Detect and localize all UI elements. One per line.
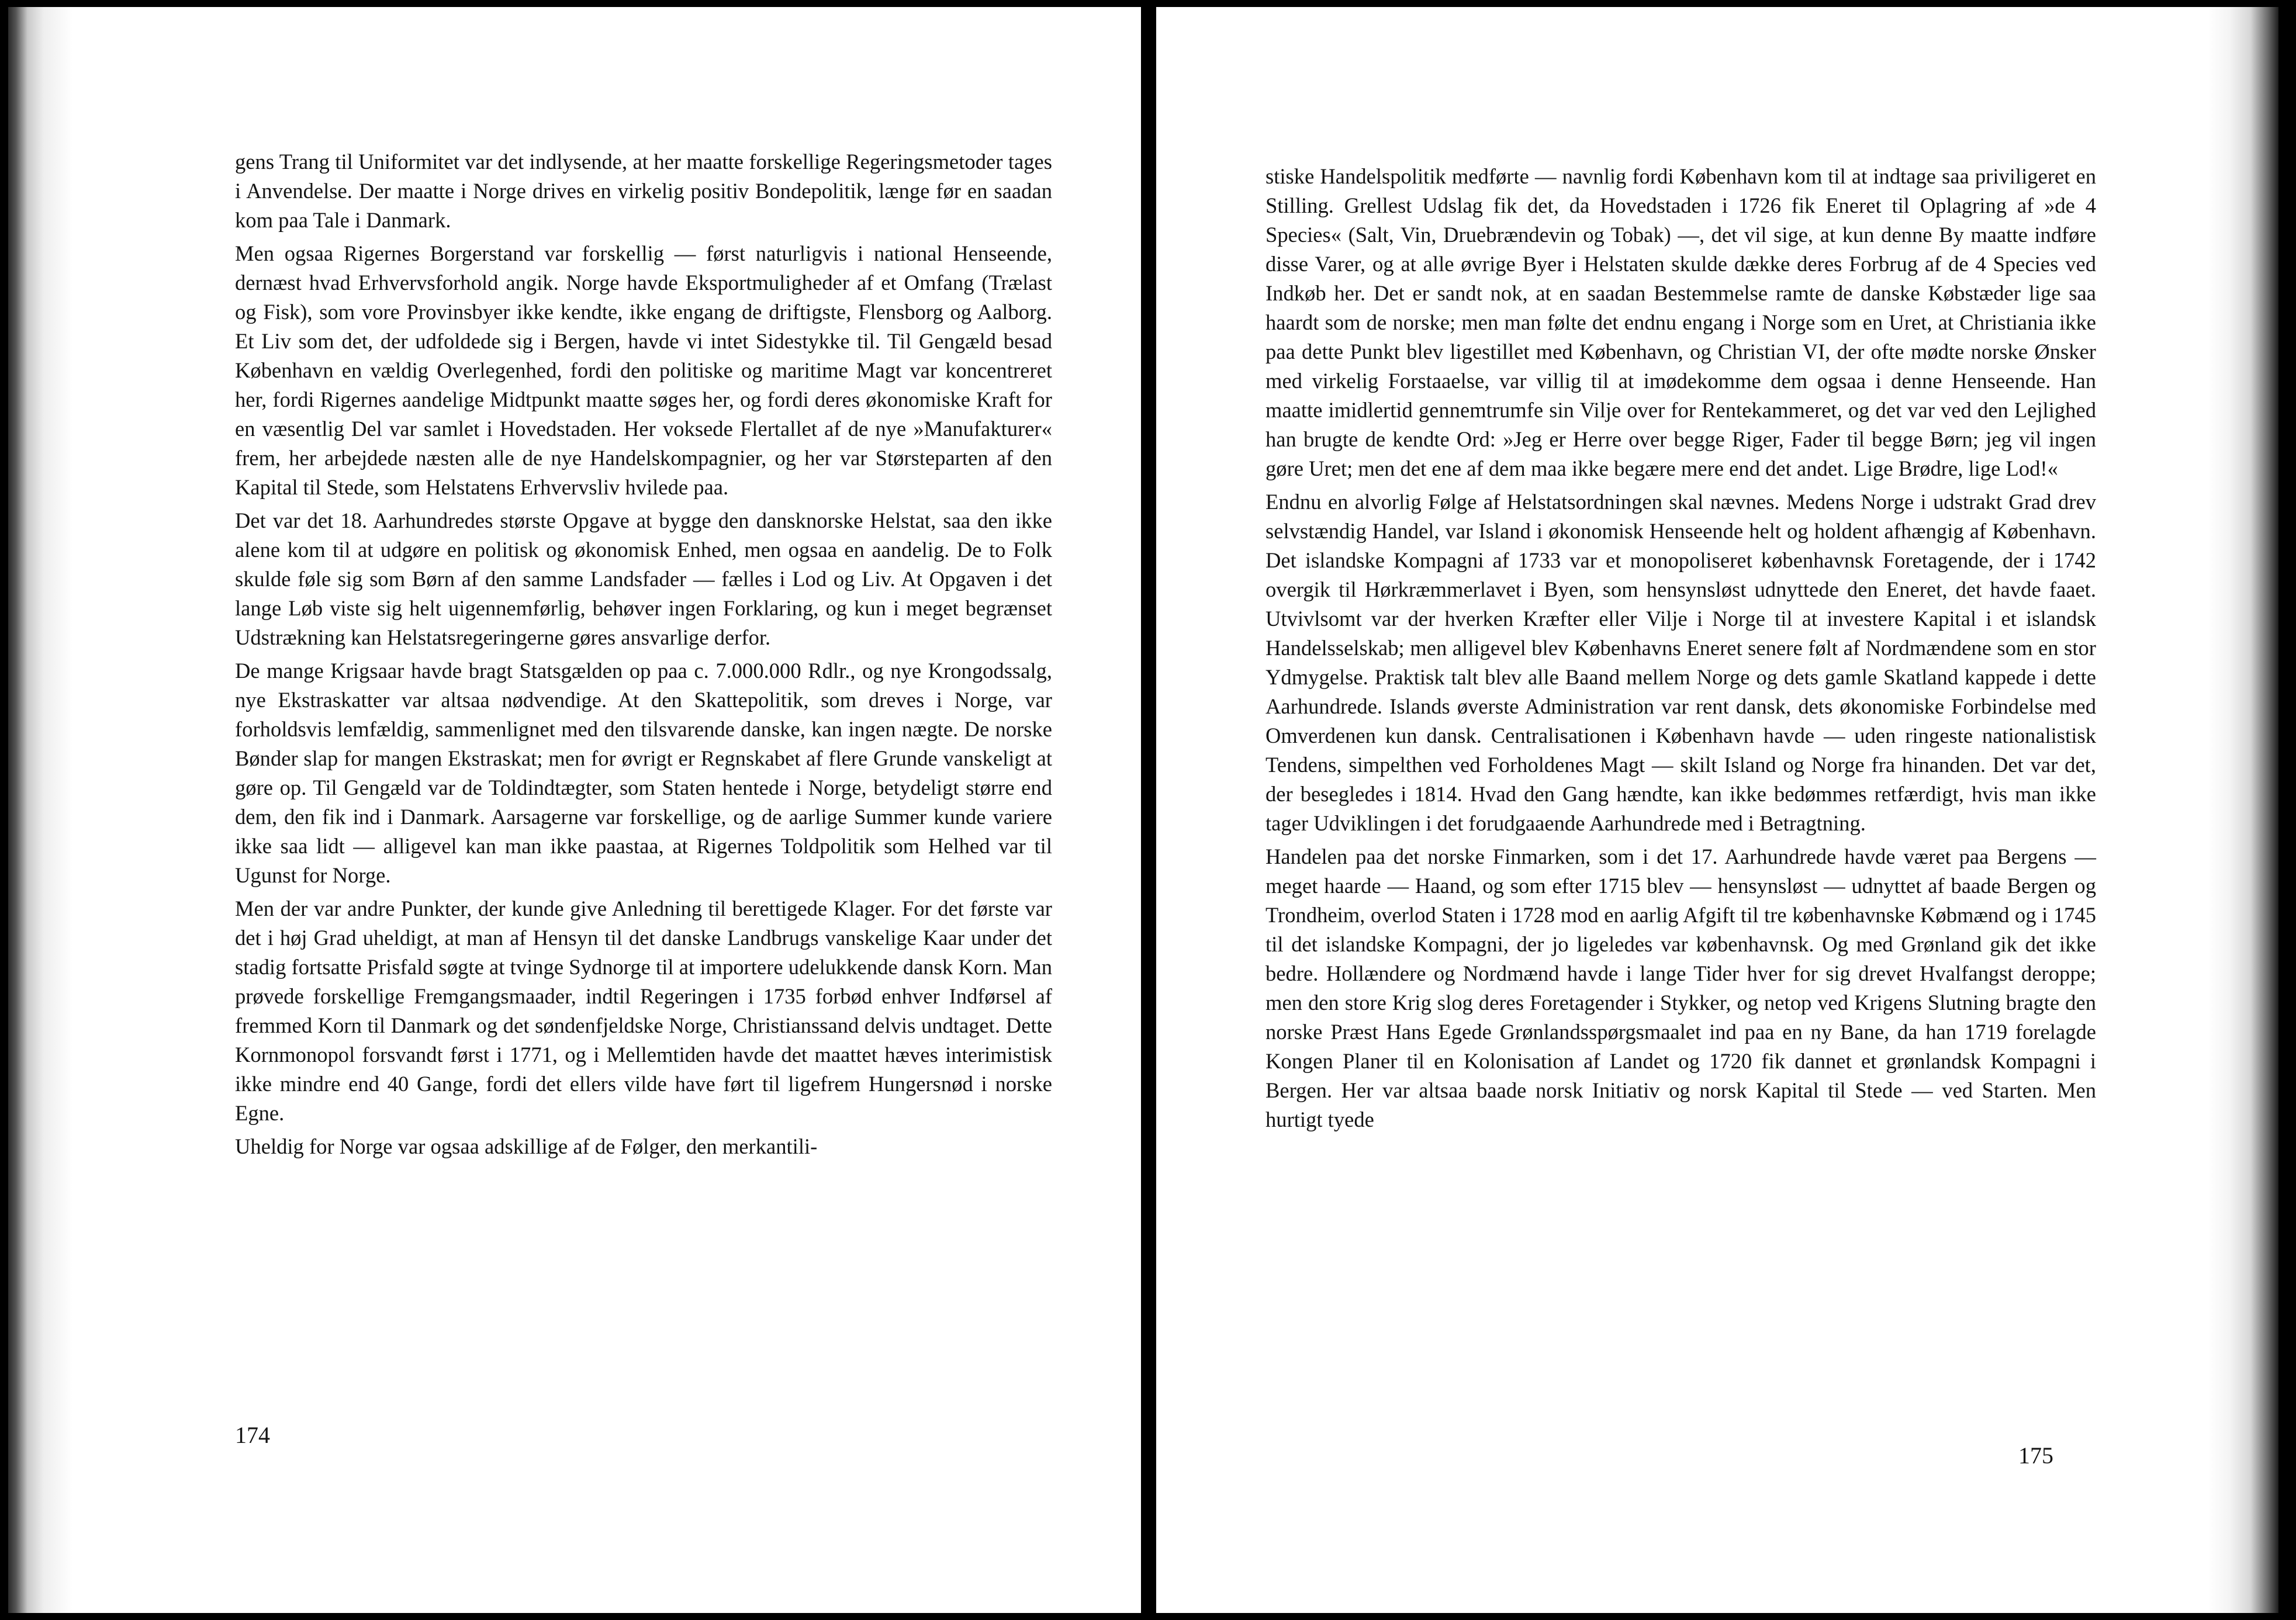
page-number: 175	[2018, 1442, 2053, 1469]
paragraph: Endnu en alvorlig Følge af Helstatsordningen skal nævnes. Medens Norge i udstrakt Grad drev selvstændig Handel, var Island i økonomisk Henseende helt og holdent afhængig af København. Det islandske Kompagni af 1733 var et monopoliseret københavnsk Foretagende, der i 1742 overgik til Hørkræmmerlavet i Byen, som hensynsløst udnyttede den Eneret, det havde faaet. Utvivlsomt var der hverken Kræfter eller Vilje i Norge til at investere Kapital i et islandsk Handelsselskab; men alligevel blev Københavns Eneret senere følt af Nordmændene som en stor Ydmygelse. Praktisk talt blev alle Baand mellem Norge og dets gamle Skatland kappede i dette Aarhundrede. Islands øverste Administration var rent dansk, dets økonomiske Forbindelse med Omverdenen kun dansk. Centralisationen i København havde — uden ringeste nationalistisk Tendens, simpelthen ved Forholdenes Magt — skilt Island og Norge fra hinanden. Det var det, der besegledes i 1814. Hvad den Gang hændte, kan ikke bedømmes retfærdigt, hvis man ikke tager Udviklingen i det forudgaaende Aarhundrede med i Betragtning.	[1265, 490, 2096, 835]
paragraph: Det var det 18. Aarhundredes største Opgave at bygge den dansknorske Helstat, saa den ikke alene kom til at udgøre en politisk og økonomisk Enhed, men ogsaa en aandelig. De to Folk skulde føle sig som Børn af den samme Landsfader — fælles i Lod og Liv. At Opgaven i det lange Løb viste sig helt uigennemførlig, behøver ingen Forklaring, og kun i meget begrænset Udstrækning kan Helstatsregeringerne gøres ansvarlige derfor.	[235, 508, 1052, 649]
paragraph: Men ogsaa Rigernes Borgerstand var forskellig — først naturligvis i national Henseende, dernæst hvad Erhvervsforhold angik. Norge havde Eksportmuligheder af et Omfang (Trælast og Fisk), som vore Provinsbyer ikke kendte, ikke engang de driftigste, Flensborg og Aalborg. Et Liv som det, der udfoldede sig i Bergen, havde vi intet Sidestykke til. Til Gengæld besad København en vældig Overlegenhed, fordi den politiske og maritime Magt var koncentreret her, fordi Rigernes aandelige Midtpunkt maatte søges her, og fordi deres økonomiske Kraft for en væsentlig Del var samlet i Hovedstaden. Her voksede Flertallet af de nye »Manufakturer« frem, her arbejdede næsten alle de nye Handelskompagnier, og her var Størsteparten af den Kapital til Stede, som Helstatens Erhvervsliv hvilede paa.	[235, 241, 1052, 499]
paragraph: De mange Krigsaar havde bragt Statsgælden op paa c. 7.000.000 Rdlr., og nye Krongodssalg, nye Ekstraskatter var altsaa nødvendige. At den Skattepolitik, som dreves i Norge, var forholdsvis lemfældig, sammenlignet med den tilsvarende danske, kan ingen nægte. De norske Bønder slap for mangen Ekstraskat; men for øvrigt er Regnskabet af flere Grunde vanskeligt at gøre op. Til Gengæld var de Toldindtægter, som Staten hentede i Norge, betydeligt større end dem, den fik ind i Danmark. Aarsagerne var forskellige, og de aarlige Summer kunde variere ikke saa lidt — alligevel kan man ikke paastaa, at Rigernes Toldpolitik som Helhed var til Ugunst for Norge.	[235, 659, 1052, 887]
paragraph: Handelen paa det norske Finmarken, som i det 17. Aarhundrede havde været paa Bergens — meget haarde — Haand, og som efter 1715 blev — hensynsløst — udnyttet af baade Bergen og Trondheim, overlod Staten i 1728 mod en aarlig Afgift til tre københavnske Købmænd og i 1745 til det islandske Kompagni, der jo ligeledes var københavnsk. Og med Grønland gik det ikke bedre. Hollændere og Nordmænd havde i lange Tider hver for sig drevet Hvalfangst deroppe; men den store Krig slog deres Foretagender i Stykker, og netop ved Krigens Slutning bragte den norske Præst Hans Egede Grønlandsspørgsmaalet ind paa en ny Bane, da han 1719 forelagde Kongen Planer til en Kolonisation af Landet og 1720 fik dannet et grønlandsk Kompagni i Bergen. Her var altsaa baade norsk Initiativ og norsk Kapital til Stede — ved Starten. Men hurtigt tyede	[1265, 844, 2096, 1131]
left-page	[8, 7, 1141, 1613]
paragraph: Men der var andre Punkter, der kunde give Anledning til berettigede Klager. For det første var det i høj Grad uheldigt, at man af Hensyn til det danske Landbrugs vanskelige Kaar under det stadig fortsatte Prisfald søgte at tvinge Sydnorge til at importere udelukkende dansk Korn. Man prøvede forskellige Fremgangsmaader, indtil Regeringen i 1735 forbød enhver Indførsel af fremmed Korn til Danmark og det søndenfjeldske Norge, Christianssand delvis undtaget. Dette Kornmonopol forsvandt først i 1771, og i Mellemtiden havde det maattet hæves interimistisk ikke mindre end 40 Gange, fordi det ellers vilde have ført til ligefrem Hungersnød i norske Egne.	[235, 896, 1052, 1125]
right-page-body	[1265, 162, 2096, 1138]
paragraph: stiske Handelspolitik medførte — navnlig fordi København kom til at indtage saa priviligeret en Stilling. Grellest Udslag fik det, da Hovedstaden i 1726 fik Eneret til Oplagring af »de 4 Species« (Salt, Vin, Druebrændevin og Tobak) —, det vil sige, at kun denne By maatte indføre disse Varer, og at alle øvrige Byer i Helstaten skulde dække deres Forbrug af de 4 Species ved Indkøb her. Det er sandt nok, at en saadan Bestemmelse ramte de danske Købstæder lige saa haardt som de norske; men man følte det endnu engang i Norge som en Uret, at Christiania ikke paa dette Punkt blev ligestillet med København, og Christian VI, der ofte mødte norske Ønsker med virkelig Forstaaelse, var villig til at imødekomme dem ogsaa i denne Henseende. Han maatte imidlertid gennemtrumfe sin Vilje over for Rentekammeret, og det var ved den Lejlighed han brugte de kendte Ord: »Jeg er Herre over begge Riger, Fader til begge Børn; jeg vil ingen gøre Uret; men det ene af dem maa ikke begære mere end det andet. Lige Brødre, lige Lod!«	[1265, 164, 2096, 480]
paragraph: gens Trang til Uniformitet var det indlysende, at her maatte forskellige Regeringsmetoder tages i Anvendelse. Der maatte i Norge drives en virkelig positiv Bondepolitik, længe før en saadan kom paa Tale i Danmark.	[235, 150, 1052, 232]
page-stack-edge	[2208, 7, 2278, 1613]
page-stack-edge	[8, 7, 72, 1613]
right-page	[1156, 7, 2278, 1613]
page-number: 174	[235, 1422, 270, 1448]
paragraph: Uheldig for Norge var ogsaa adskillige af de Følger, den merkantili-	[235, 1134, 818, 1158]
left-page-body	[235, 147, 1052, 1165]
